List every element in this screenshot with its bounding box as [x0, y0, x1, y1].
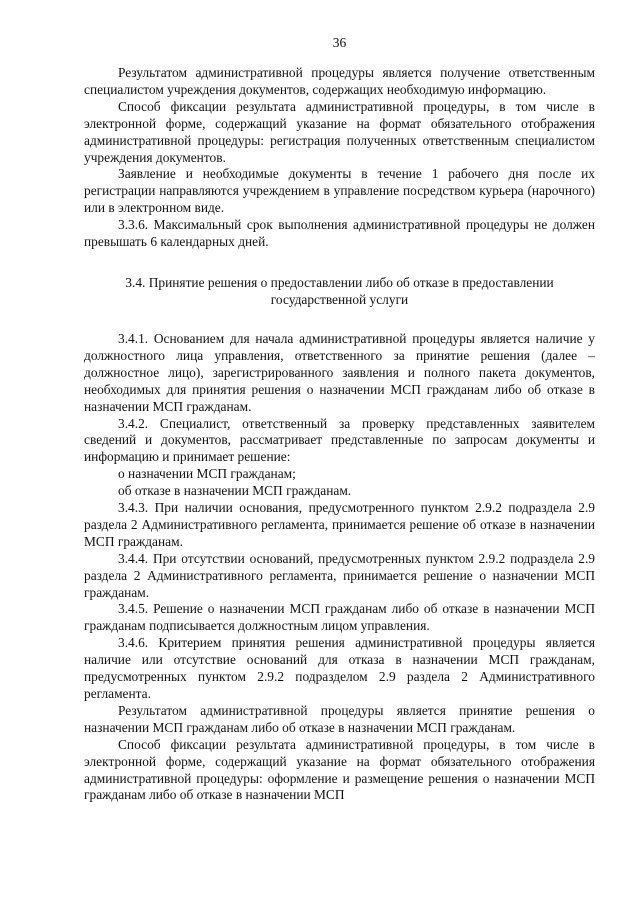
page-number: 36 [332, 35, 347, 50]
paragraph-3-3-6: 3.3.6. Максимальный срок выполнения административной процедуры не должен превышать 6 календарных дней. [84, 217, 595, 250]
paragraph-3-4-1: 3.4.1. Основанием для начала административной процедуры является наличие у должностного лица управления, ответственного за принятие решения (далее – должностное лицо), зарегистрированного заявления и полного пакета документов, необходимых для принятия решения о назначении МСП гражданам либо об отказе в назначении МСП гражданам. [84, 330, 595, 414]
paragraph-fixation-registration: Способ фиксации результата административной процедуры, в том числе в электронной форме, содержащий указание на формат обязательного отображения административной процедуры: регистрация полученных ответственным специалистом учреждения документов. [84, 98, 595, 165]
paragraph-3-4-2: 3.4.2. Специалист, ответственный за проверку представленных заявителем сведений и документов, рассматривает представленные по запросам документы и информацию и принимает решение: [84, 415, 595, 465]
paragraph-3-4-4: 3.4.4. При отсутствии оснований, предусмотренных пунктом 2.9.2 подраздела 2.9 раздела 2 Административного регламента, принимается решение о назначении МСП гражданам. [84, 550, 595, 600]
paragraph-result-receipt: Результатом административной процедуры является получение ответственным специалистом учреждения документов, содержащих необходимую информацию. [84, 65, 595, 97]
section-heading-3-4: 3.4. Принятие решения о предоставлении либо об отказе в предоставлении государственной услуги [125, 274, 554, 307]
paragraph-3-4-6: 3.4.6. Критерием принятия решения административной процедуры является наличие или отсутствие оснований для отказа в назначении МСП гражданам, предусмотренных пунктом 2.9.2 подразделом 2.9 раздела 2 Административного регламента. [84, 635, 595, 701]
paragraph-3-4-5: 3.4.5. Решение о назначении МСП гражданам либо об отказе в назначении МСП гражданам подписывается должностным лицом управления. [84, 601, 595, 634]
paragraph-documents-transfer: Заявление и необходимые документы в течение 1 рабочего дня после их регистрации направляются учреждением в управление посредством курьера (нарочного) или в электронном виде. [84, 166, 595, 216]
list-item-refusal: об отказе в назначении МСП гражданам. [118, 483, 352, 499]
paragraph-3-4-3: 3.4.3. При наличии основания, предусмотренного пунктом 2.9.2 подраздела 2.9 раздела 2 Административного регламента, принимается решение об отказе в назначении МСП гражданам. [84, 500, 595, 549]
paragraph-result-decision: Результатом административной процедуры является принятие решения о назначении МСП гражданам либо об отказе в назначении МСП гражданам. [84, 702, 595, 735]
paragraph-fixation-decision: Способ фиксации результата административной процедуры, в том числе в электронной форме, содержащий указание на формат обязательного отображения административной процедуры: оформление и размещение решения о назначении МСП гражданам либо об отказе в назначении МСП [84, 736, 595, 803]
list-item-grant: о назначении МСП гражданам; [118, 466, 296, 482]
